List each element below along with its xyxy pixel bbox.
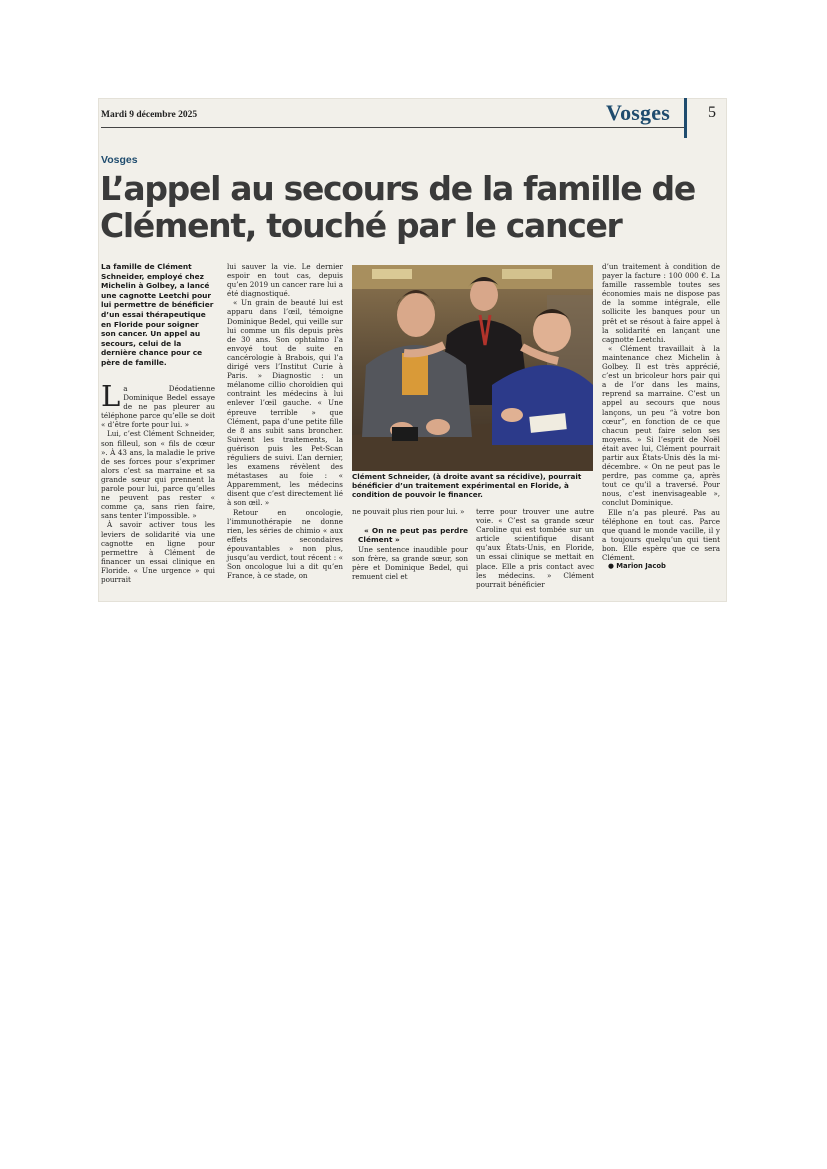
article-column-4 bbox=[476, 507, 594, 589]
article-column-1 bbox=[101, 379, 215, 584]
drop-cap: L bbox=[101, 379, 121, 413]
section-header: Vosges bbox=[606, 100, 670, 125]
article-column-5 bbox=[602, 262, 720, 571]
col2-paragraph-1: lui sauver la vie. Le dernier espoir en tout cas, depuis qu’en 2019 un cancer rare lui a été diagnostiqué. bbox=[227, 262, 343, 299]
article-photo bbox=[352, 265, 593, 471]
article-lead: La famille de Clément Schneider, employé chez Michelin à Golbey, a lancé une cagnotte Leetchi pour lui permettre de bénéficier d’un essai thérapeutique en Floride pour soigner son cancer. Un appel au secours, celui de la dernière chance pour ce père de famille. bbox=[101, 262, 214, 367]
header-divider bbox=[684, 98, 687, 138]
col5-paragraph-3: Elle n’a pas pleuré. Pas au téléphone en tout cas. Parce que quand le monde vacille, il y a toujours quelqu’un qui tient bon. Elle espère que ce sera Clément. bbox=[602, 507, 720, 562]
article-byline: ● Marion Jacob bbox=[608, 562, 666, 571]
article-subheading: « On ne peut pas perdre Clément » bbox=[358, 526, 468, 545]
col1-paragraph-1: La Déodatienne Dominique Bedel essaye de ne pas pleurer au téléphone parce qu’elle se doit « d’être forte pour lui. » bbox=[101, 379, 215, 430]
col1-paragraph-2: Lui, c’est Clément Schneider, son filleul, son « fils de cœur ». À 43 ans, la maladie le prive de ses forces pour s’exprimer alors c’est sa marraine et sa grande sœur qui prennent la parole pour lui, parce qu’elles ne peuvent pas rester « comme ça, sans rien faire, sans tenter l’impossible. » bbox=[101, 429, 215, 521]
header-rule bbox=[101, 127, 687, 128]
col3-paragraph-2: Une sentence inaudible pour son frère, sa grande sœur, son père et Dominique Bedel, qui remuent ciel et bbox=[352, 544, 468, 581]
col2-paragraph-2: « Un grain de beauté lui est apparu dans l’œil, témoigne Dominique Bedel, qui veille sur lui comme un fils depuis près de 30 ans. Son ophtalmo l’a envoyé tout de suite en cancérologie à Brabois, qui l’a dirigé vers l’Institut Curie à Paris. » Diagnostic : un mélanome cillio choroïdien qui contraint les médecins à lui enlever l’œil gauche. « Une épreuve terrible » que Clément, papa d’une petite fille de 8 ans subit sans broncher. Suivent les traitements, la guérison puis les Pet-Scan réguliers de suivi. L’an dernier, les examens révèlent des métastases au foie : « Apparemment, les médecins disent que c’est directement lié à son œil. » bbox=[227, 298, 343, 508]
col3-paragraph-1: ne pouvait plus rien pour lui. » bbox=[352, 507, 465, 516]
article-rubric: Vosges bbox=[101, 154, 138, 166]
col2-paragraph-3: Retour en oncologie, l’immunothérapie ne donne rien, les séries de chimio « aux effets secondaires épouvantables » non plus, jusqu’au verdict, tout récent : « Son oncologue lui a dit qu’en France, à ce stade, on bbox=[227, 507, 343, 581]
article-column-3 bbox=[352, 507, 468, 581]
article-headline: L’appel au secours de la famille de Clément, touché par le cancer bbox=[100, 169, 695, 245]
article-column-2 bbox=[227, 262, 343, 580]
newspaper-clipping bbox=[98, 98, 727, 602]
photo-illustration bbox=[352, 265, 593, 471]
col1-paragraph-3: À savoir activer tous les leviers de solidarité via une cagnotte en ligne pour permettre à Clément de financer un essai clinique en Floride. « Une urgence » qui pourrait bbox=[101, 520, 215, 584]
issue-date: Mardi 9 décembre 2025 bbox=[101, 110, 198, 120]
col5-paragraph-2: « Clément travaillait à la maintenance chez Michelin à Golbey. Il est très apprécié, c’est un bricoleur hors pair qui a de l’or dans les mains, reprend sa marraine. C’est un appel au secours que nous lançons, un peu “à votre bon cœur”, en fonction de ce que chacun peut faire selon ses moyens. » Si l’esprit de Noël était avec lui, Clément pourrait partir aux États-Unis dès la mi-décembre. « On ne peut pas le perdre, pas comme ça, après tout ce qu’il a traversé. Pour nous, c’est inenvisageable », conclut Dominique. bbox=[602, 343, 720, 508]
col5-paragraph-1: d’un traitement à condition de payer la facture : 100 000 €. La famille rassemble toutes ses économies mais ne dispose pas de la somme intégrale, elle sollicite les banques pour un prêt et se résout à faire appel à la solidarité en lançant une cagnotte Leetchi. bbox=[602, 262, 720, 344]
col4-paragraph-1: terre pour trouver une autre voie. « C’est sa grande sœur Caroline qui est tombée sur un article scientifique disant qu’aux États-Unis, en Floride, un essai clinique se mettait en place. Elle a pris contact avec les médecins. » Clément pourrait bénéficier bbox=[476, 507, 594, 589]
page-number: 5 bbox=[708, 104, 716, 121]
photo-caption: Clément Schneider, (à droite avant sa récidive), pourrait bénéficier d’un traitement expérimental en Floride, à condition de pouvoir le financer. bbox=[352, 472, 582, 500]
